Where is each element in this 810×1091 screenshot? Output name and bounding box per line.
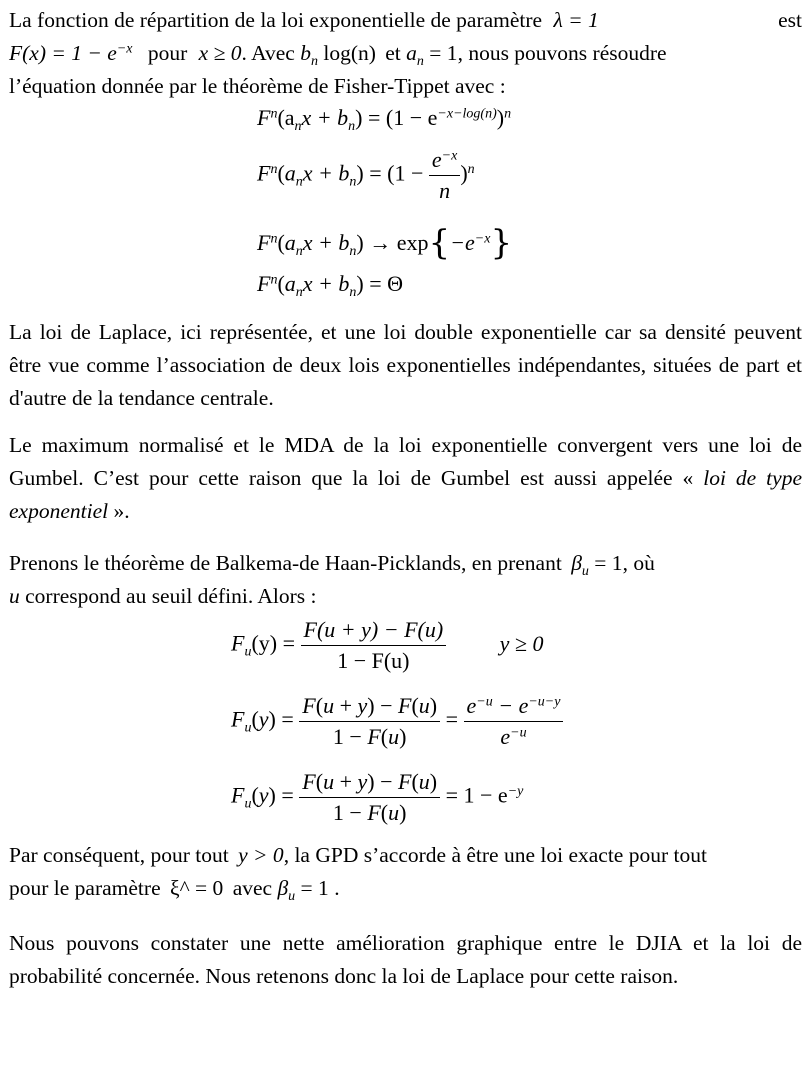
math-cdf-definition: $F(x) = 1 - e^{-x}$	[9, 41, 133, 65]
math-xi: ξ^ = 0	[170, 876, 224, 900]
fraction-e-over-n: $\frac{e^{-x}}{n}$	[429, 147, 460, 204]
equation-3: $F^n(a_nx + b_n) \to \exp\{-e^{-x}\}$	[257, 223, 513, 263]
paragraph-exponential-intro: La fonction de répartition de la loi exponentielle de paramètre λ = 1 est $F(x) = 1 - e^{-x}$ pour x ≥ 0. Avec $b_n$ log(n) et $a_n = 1$, nous pouvons résoudre l’équation donnée par le théorème de Fisher-Tippet avec :	[9, 8, 802, 98]
equation-7: $F_u(y)$ = $\frac{F(u + y) - F(u)}{1 - F(u)}$ = $1 - e^{-y}$	[231, 769, 524, 825]
equation-2: $F^n(a_nx + b_n) = (1$ − $\frac{e^{-x}}{n}$ )$^n$	[257, 147, 475, 203]
equation-block-fisher-tippet	[9, 103, 802, 328]
paragraph-laplace: La loi de Laplace, ici représentée, et une loi double exponentielle car sa densité peuvent être vue comme l’association de deux lois exponentielles indépendantes, situées de part et d'autre de la tendance centrale.	[9, 320, 802, 410]
equation-block-gpd	[9, 613, 802, 845]
paragraph-gumbel: Le maximum normalisé et le MDA de la loi exponentielle convergent vers une loi de Gumbel. C’est pour cette raison que la loi de Gumbel est aussi appelée « loi de type exponentiel ».	[9, 433, 802, 523]
math-beta-u: $\beta_u = 1$	[571, 551, 623, 579]
math-y-positive: y > 0	[238, 843, 284, 867]
math-an: $a_n = 1$	[406, 41, 458, 69]
math-bn: $b_n$ log(n)	[300, 41, 376, 69]
paragraph-djia: Nous pouvons constater une nette amélioration graphique entre le DJIA et la loi de probabilité concernée. Nous retenons donc la loi de Laplace pour cette raison.	[9, 931, 802, 988]
italic-exponential-type: loi de type exponentiel	[9, 466, 802, 523]
fraction-exponential-ratio: $\frac{e^{-u} - e^{-u-y}}{e^{-u}}$	[464, 693, 564, 750]
equation-4: $F^n(a_nx + b_n) = \Theta$	[257, 271, 404, 300]
paragraph-balkema: Prenons le théorème de Balkema-de Haan-Picklands, en prenant $\beta_u = 1$, où u correspond au seuil défini. Alors :	[9, 551, 655, 608]
math-x-condition: x ≥ 0	[198, 41, 242, 65]
equation-5: $F_u(y)$ = $\frac{F(u + y) - F(u)}{1 - F(u)}$ y ≥ 0	[231, 617, 544, 673]
equation-1: $F^n(a_nx + b_n) = (1 - e^{-x-log(n)})^n$	[257, 105, 512, 134]
equation-6: $F_u(y)$ = $\frac{F(u + y) - F(u)}{1 - F(u)}$ = $\frac{e^{-u} - e^{-u-y}}{e^{-u}}$	[231, 693, 563, 750]
paragraph-conclusion-gpd: Par conséquent, pour tout y > 0, la GPD s’accorde à être une loi exacte pour tout pour le paramètre ξ^ = 0 avec $\beta_u = 1$ .	[9, 843, 707, 904]
math-u: u	[9, 584, 20, 608]
math-lambda: λ = 1	[553, 8, 599, 32]
math-beta-u-2: $\beta_u = 1$	[277, 876, 329, 904]
